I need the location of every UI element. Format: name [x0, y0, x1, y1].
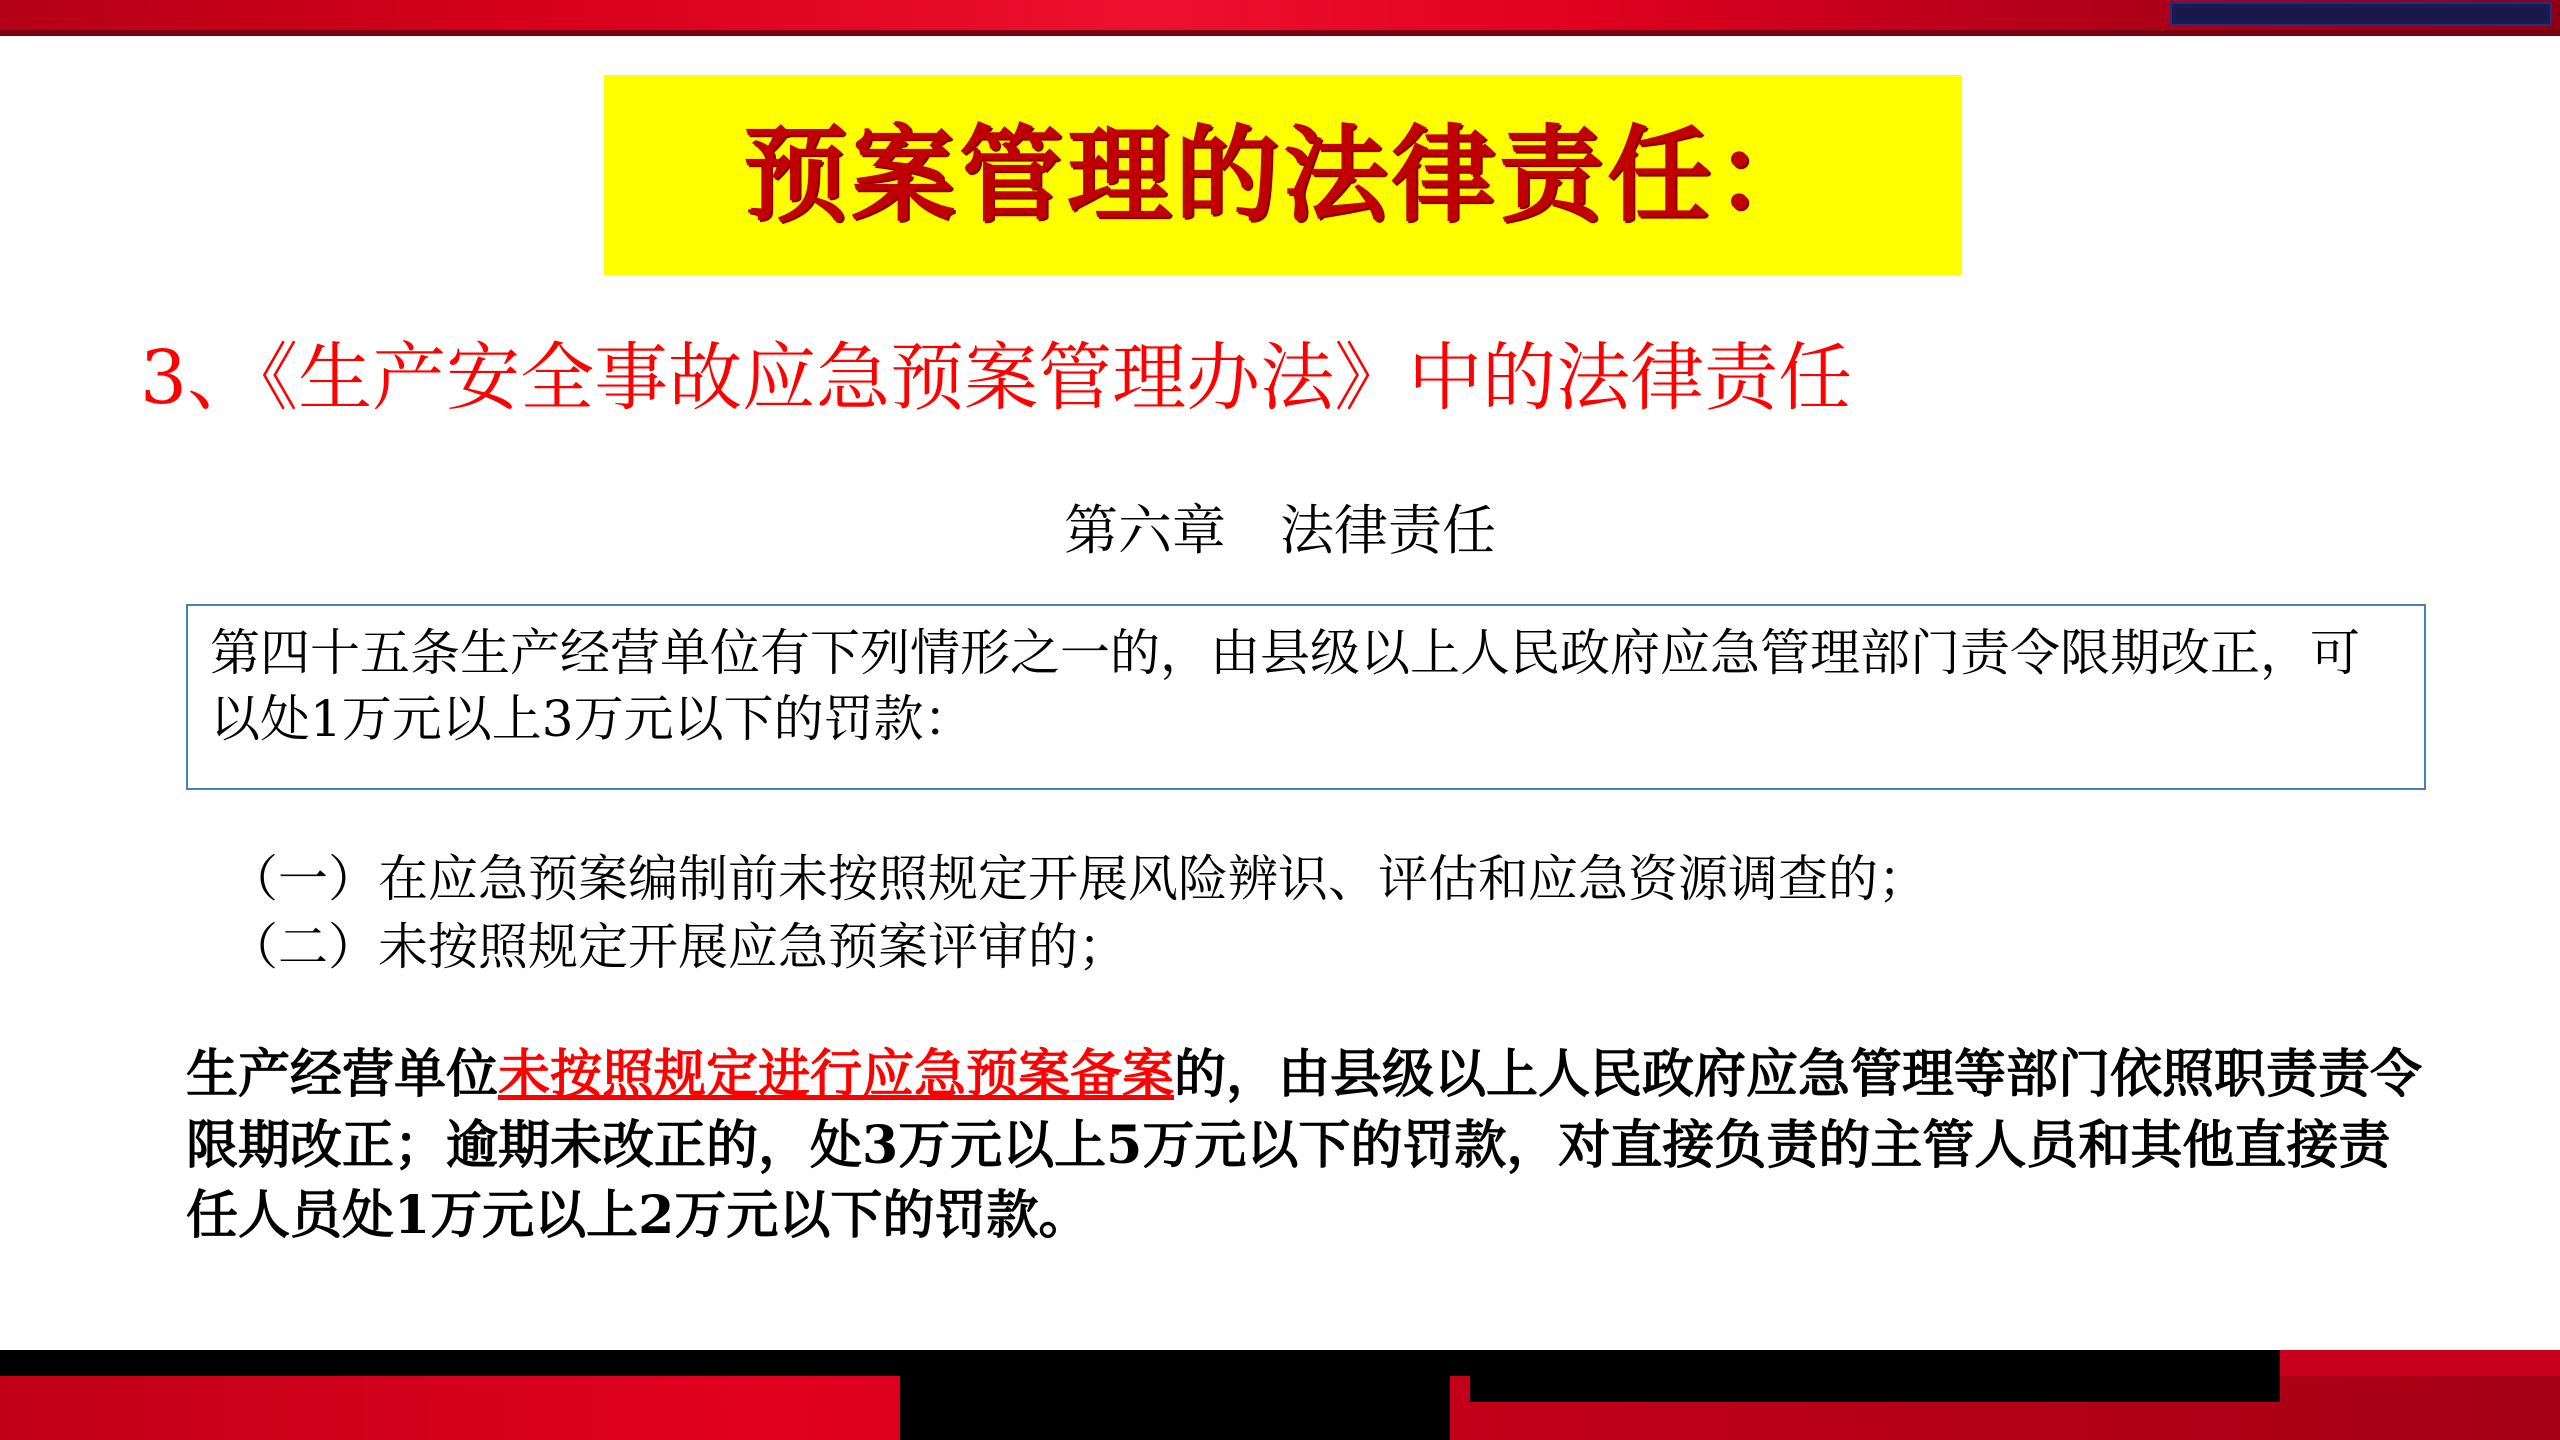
- bottom-black-segment-right: [1470, 1376, 2280, 1402]
- list-item: （一）在应急预案编制前未按照规定开展风险辨识、评估和应急资源调查的；: [228, 850, 1928, 908]
- clause-list: [228, 846, 2528, 981]
- article-callout-box: [186, 604, 2426, 790]
- list-item: （二）未按照规定开展应急预案评审的；: [228, 917, 1128, 976]
- section-heading: 3、《生产安全事故应急预案管理办法》中的法律责任: [140, 335, 1853, 421]
- slide-title-highlight: [604, 75, 1962, 275]
- page-title: 预案管理的法律责任：: [742, 113, 1823, 236]
- chapter-title: 第六章 法律责任: [1064, 499, 1496, 562]
- top-dark-red-strip: [0, 30, 2560, 36]
- final-paragraph-part2: 的，由县级以上人民政府应急管理等部门依照职责责令限期改正；逾期未改正的，处3万元以上5万元以下的罚款，对直接负责的主管人员和其他直接责任人员处1万元以上2万元以下的罚款。: [186, 1044, 2423, 1247]
- top-right-accent-box-inner: [2176, 8, 2546, 20]
- bottom-black-strip: [0, 1350, 2560, 1376]
- bottom-black-segment-left: [900, 1376, 1450, 1440]
- final-paragraph: [186, 1040, 2436, 1252]
- final-paragraph-emphasis: 未按照规定进行应急预案备案: [498, 1044, 1175, 1105]
- article-text: 第四十五条生产经营单位有下列情形之一的，由县级以上人民政府应急管理部门责令限期改正，可以处1万元以上3万元以下的罚款：: [210, 624, 2360, 748]
- final-paragraph-part1: 生产经营单位: [186, 1044, 499, 1105]
- bottom-red-segment-corner: [2280, 1350, 2560, 1376]
